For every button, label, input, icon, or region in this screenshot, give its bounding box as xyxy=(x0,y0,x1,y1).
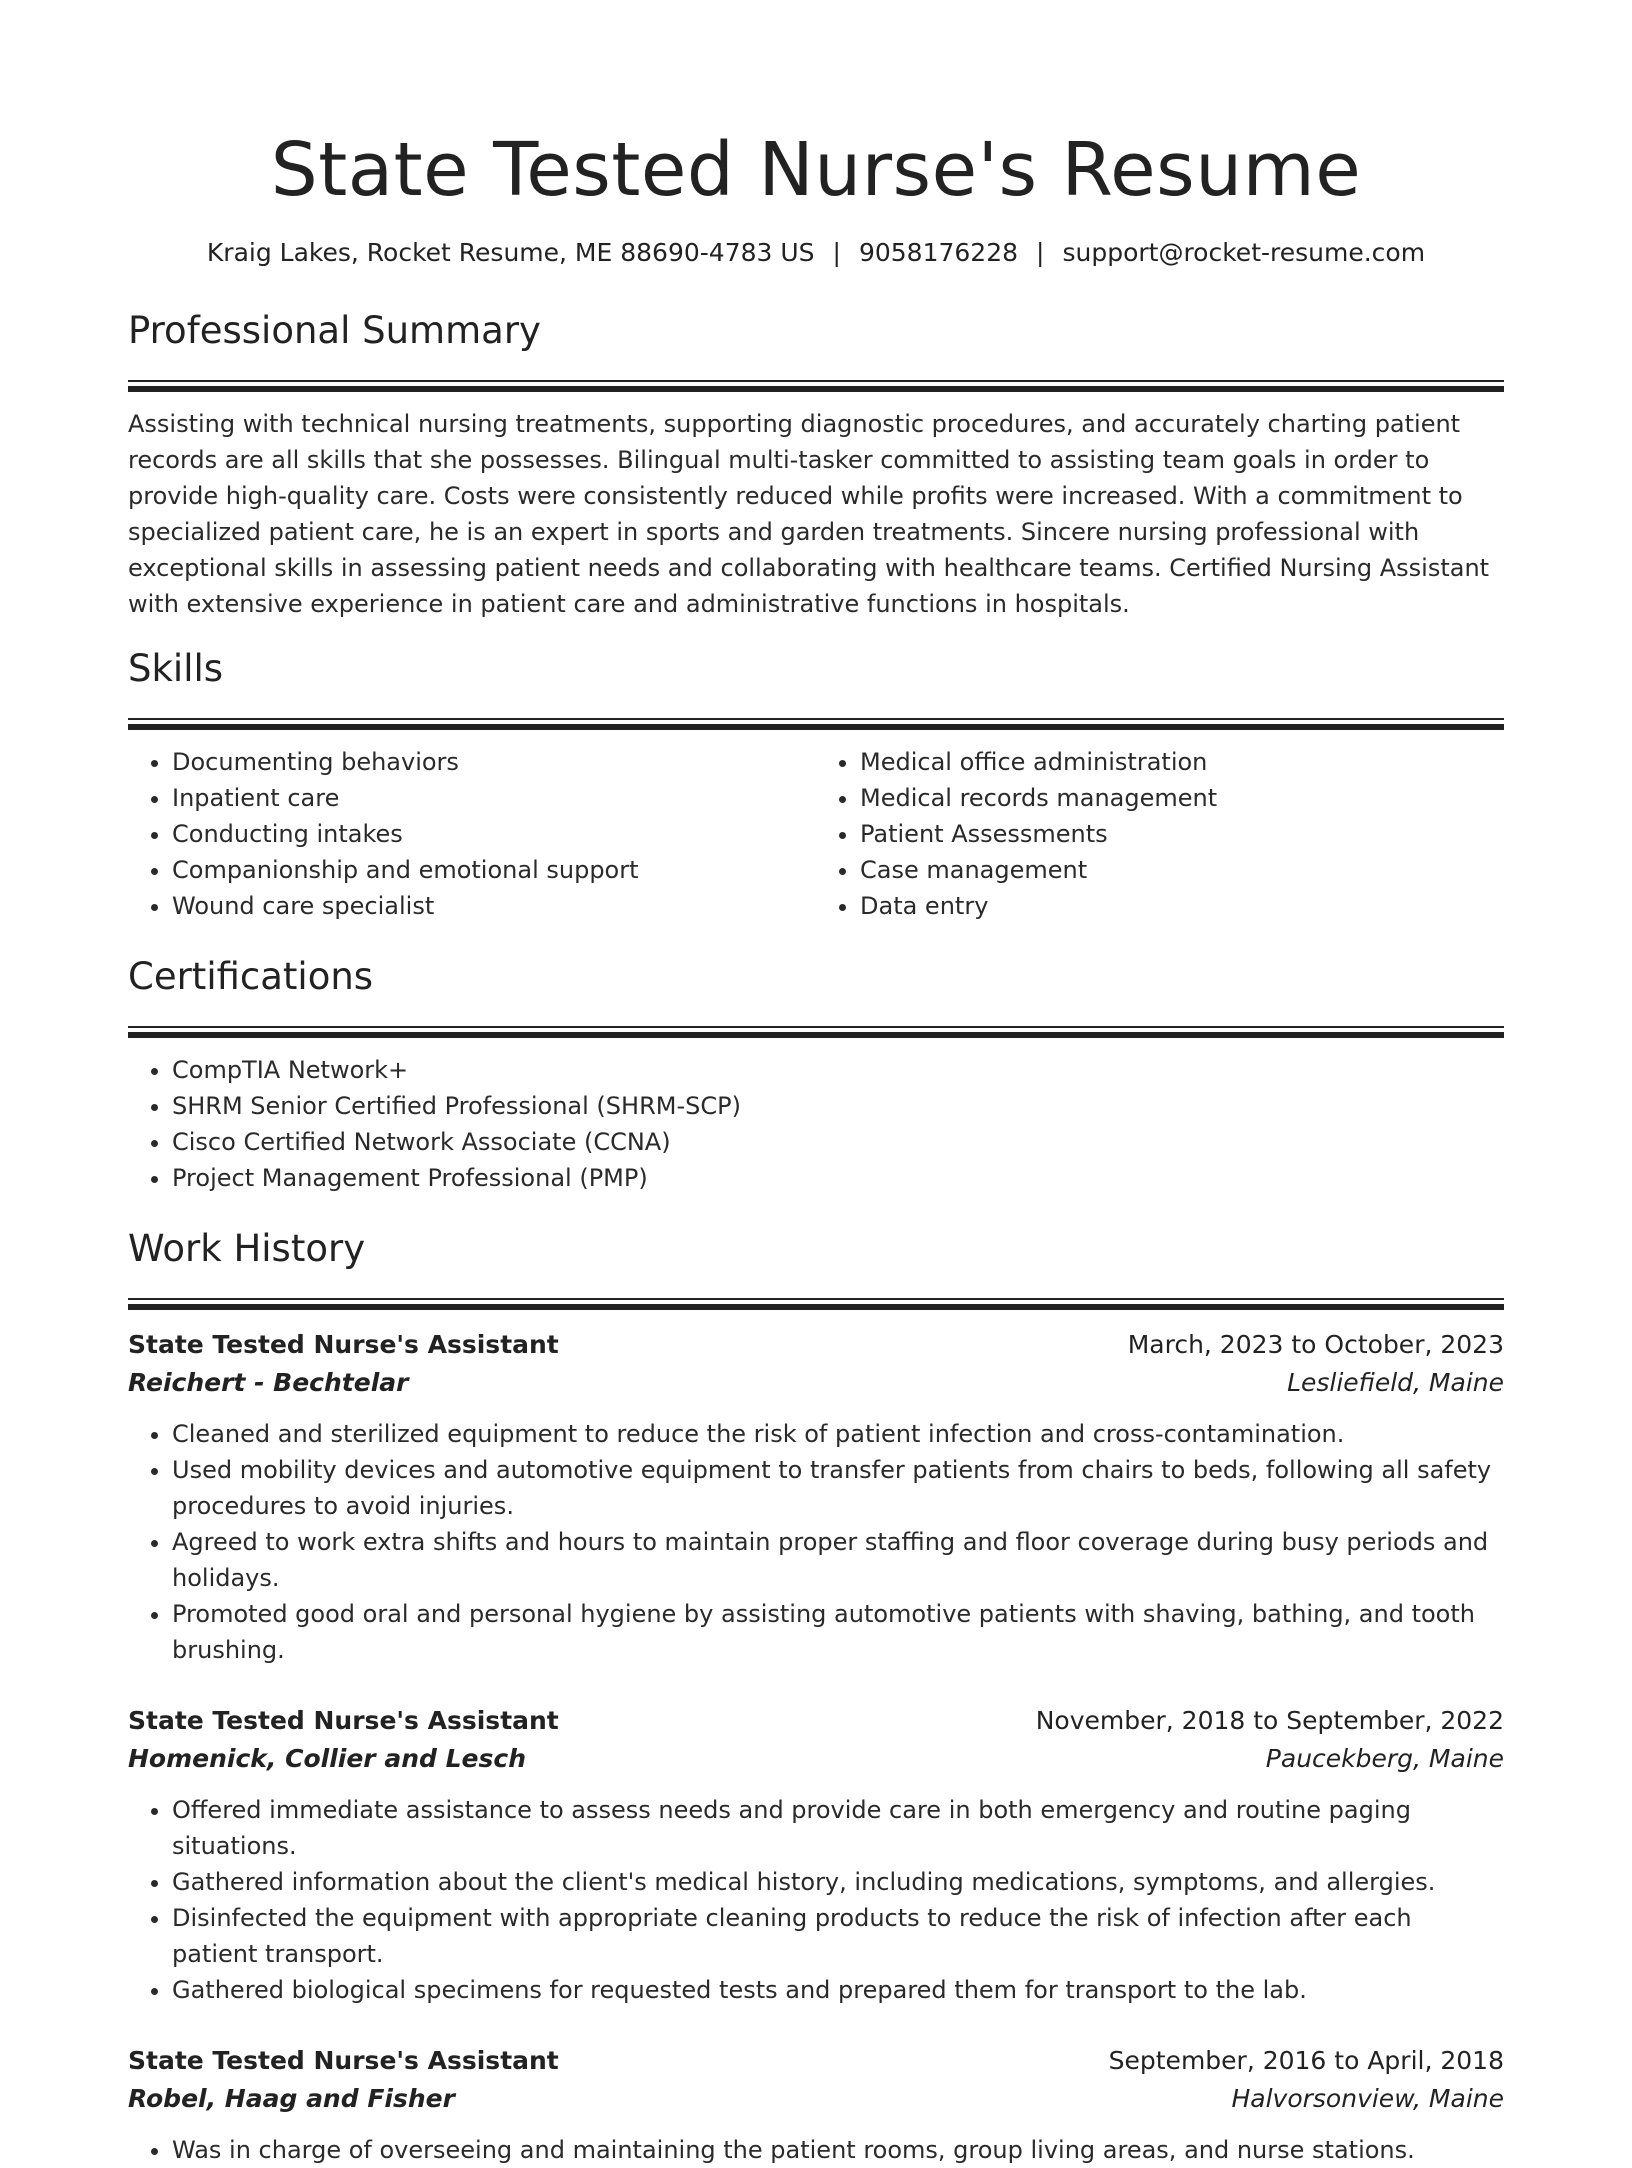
skills-heading: Skills xyxy=(128,647,224,690)
skill-item: • Documenting behaviors xyxy=(172,744,816,780)
section-divider xyxy=(128,718,1504,730)
contact-separator: | xyxy=(832,238,841,267)
job-header-row xyxy=(128,1702,1504,1740)
summary-heading: Professional Summary xyxy=(128,309,541,352)
job-company-row xyxy=(128,1740,1504,1778)
contact-line xyxy=(128,236,1504,270)
section-divider xyxy=(128,1026,1504,1038)
skill-item: • Case management xyxy=(860,852,1504,888)
certification-item: • Cisco Certified Network Associate (CCNA) xyxy=(172,1124,1504,1160)
skill-item: • Wound care specialist xyxy=(172,888,816,924)
work-history-heading: Work History xyxy=(128,1227,366,1270)
job-bullet: • Offered immediate assistance to assess needs and provide care in both emergency and routine paging situations. xyxy=(172,1792,1504,1864)
job-entry xyxy=(128,1702,1504,2008)
job-dates: March, 2023 to October, 2023 xyxy=(1127,1330,1504,1359)
job-company: Robel, Haag and Fisher xyxy=(128,2084,455,2113)
job-bullets xyxy=(128,2132,1504,2168)
job-bullet: • Promoted good oral and personal hygiene by assisting automotive patients with shaving, bathing, and tooth brushing. xyxy=(172,1596,1504,1668)
job-header-row xyxy=(128,1326,1504,1364)
summary-section xyxy=(128,306,1504,622)
section-divider xyxy=(128,1298,1504,1310)
skill-item: • Data entry xyxy=(860,888,1504,924)
contact-email: support@rocket-resume.com xyxy=(1062,238,1426,267)
certifications-section xyxy=(128,952,1504,1196)
certifications-heading: Certifications xyxy=(128,955,374,998)
contact-phone: 9058176228 xyxy=(858,238,1019,267)
job-company: Reichert - Bechtelar xyxy=(128,1368,409,1397)
certification-item: • CompTIA Network+ xyxy=(172,1052,1504,1088)
skill-item: • Conducting intakes xyxy=(172,816,816,852)
job-company: Homenick, Collier and Lesch xyxy=(128,1744,526,1773)
job-bullet: • Gathered biological specimens for requested tests and prepared them for transport to the lab. xyxy=(172,1972,1504,2008)
job-header-row xyxy=(128,2042,1504,2080)
certification-item: • Project Management Professional (PMP) xyxy=(172,1160,1504,1196)
work-history-section xyxy=(128,1224,1504,2168)
job-company-row xyxy=(128,1364,1504,1402)
skills-right-list xyxy=(816,744,1504,924)
job-bullets xyxy=(128,1792,1504,2008)
job-bullet: • Disinfected the equipment with appropriate cleaning products to reduce the risk of infection after each patient transport. xyxy=(172,1900,1504,1972)
skills-columns xyxy=(128,744,1504,924)
skill-item: • Medical office administration xyxy=(860,744,1504,780)
contact-address: Kraig Lakes, Rocket Resume, ME 88690-4783 US xyxy=(206,238,815,267)
skill-item: • Inpatient care xyxy=(172,780,816,816)
skills-section xyxy=(128,644,1504,924)
job-dates: November, 2018 to September, 2022 xyxy=(1035,1706,1504,1735)
resume-title: State Tested Nurse's Resume xyxy=(270,127,1362,213)
skill-item: • Companionship and emotional support xyxy=(172,852,816,888)
job-title: State Tested Nurse's Assistant xyxy=(128,1330,559,1359)
contact-separator: | xyxy=(1036,238,1045,267)
job-location: Lesliefield, Maine xyxy=(1287,1368,1504,1397)
job-company-row xyxy=(128,2080,1504,2118)
job-bullet: • Used mobility devices and automotive equipment to transfer patients from chairs to beds, following all safety procedures to avoid injuries. xyxy=(172,1452,1504,1524)
job-title: State Tested Nurse's Assistant xyxy=(128,1706,559,1735)
job-title: State Tested Nurse's Assistant xyxy=(128,2046,559,2075)
job-bullet: • Was in charge of overseeing and maintaining the patient rooms, group living areas, and nurse stations. xyxy=(172,2132,1504,2168)
job-entry xyxy=(128,2042,1504,2168)
skill-item: • Medical records management xyxy=(860,780,1504,816)
job-location: Paucekberg, Maine xyxy=(1265,1744,1504,1773)
job-location: Halvorsonview, Maine xyxy=(1231,2084,1504,2113)
job-entry xyxy=(128,1326,1504,1668)
resume-page xyxy=(128,0,1504,2168)
skills-left-list xyxy=(128,744,816,924)
job-bullets xyxy=(128,1416,1504,1668)
job-bullet: • Agreed to work extra shifts and hours to maintain proper staffing and floor coverage during busy periods and holidays. xyxy=(172,1524,1504,1596)
certifications-list xyxy=(128,1052,1504,1196)
skill-item: • Patient Assessments xyxy=(860,816,1504,852)
job-bullet: • Gathered information about the client's medical history, including medications, symptoms, and allergies. xyxy=(172,1864,1504,1900)
section-divider xyxy=(128,380,1504,392)
summary-text: Assisting with technical nursing treatments, supporting diagnostic procedures, and accurately charting patient records are all skills that she possesses. Bilingual multi-tasker committed to assisting team goals in order to provide high-quality care. Costs were consistently reduced while profits were increased. With a commitment to specialized patient care, he is an expert in sports and garden treatments. Sincere nursing professional with exceptional skills in assessing patient needs and collaborating with healthcare teams. Certified Nursing Assistant with extensive experience in patient care and administrative functions in hospitals. xyxy=(128,410,1490,618)
job-dates: September, 2016 to April, 2018 xyxy=(1108,2046,1504,2075)
job-bullet: • Cleaned and sterilized equipment to reduce the risk of patient infection and cross-contamination. xyxy=(172,1416,1504,1452)
certification-item: • SHRM Senior Certified Professional (SHRM-SCP) xyxy=(172,1088,1504,1124)
